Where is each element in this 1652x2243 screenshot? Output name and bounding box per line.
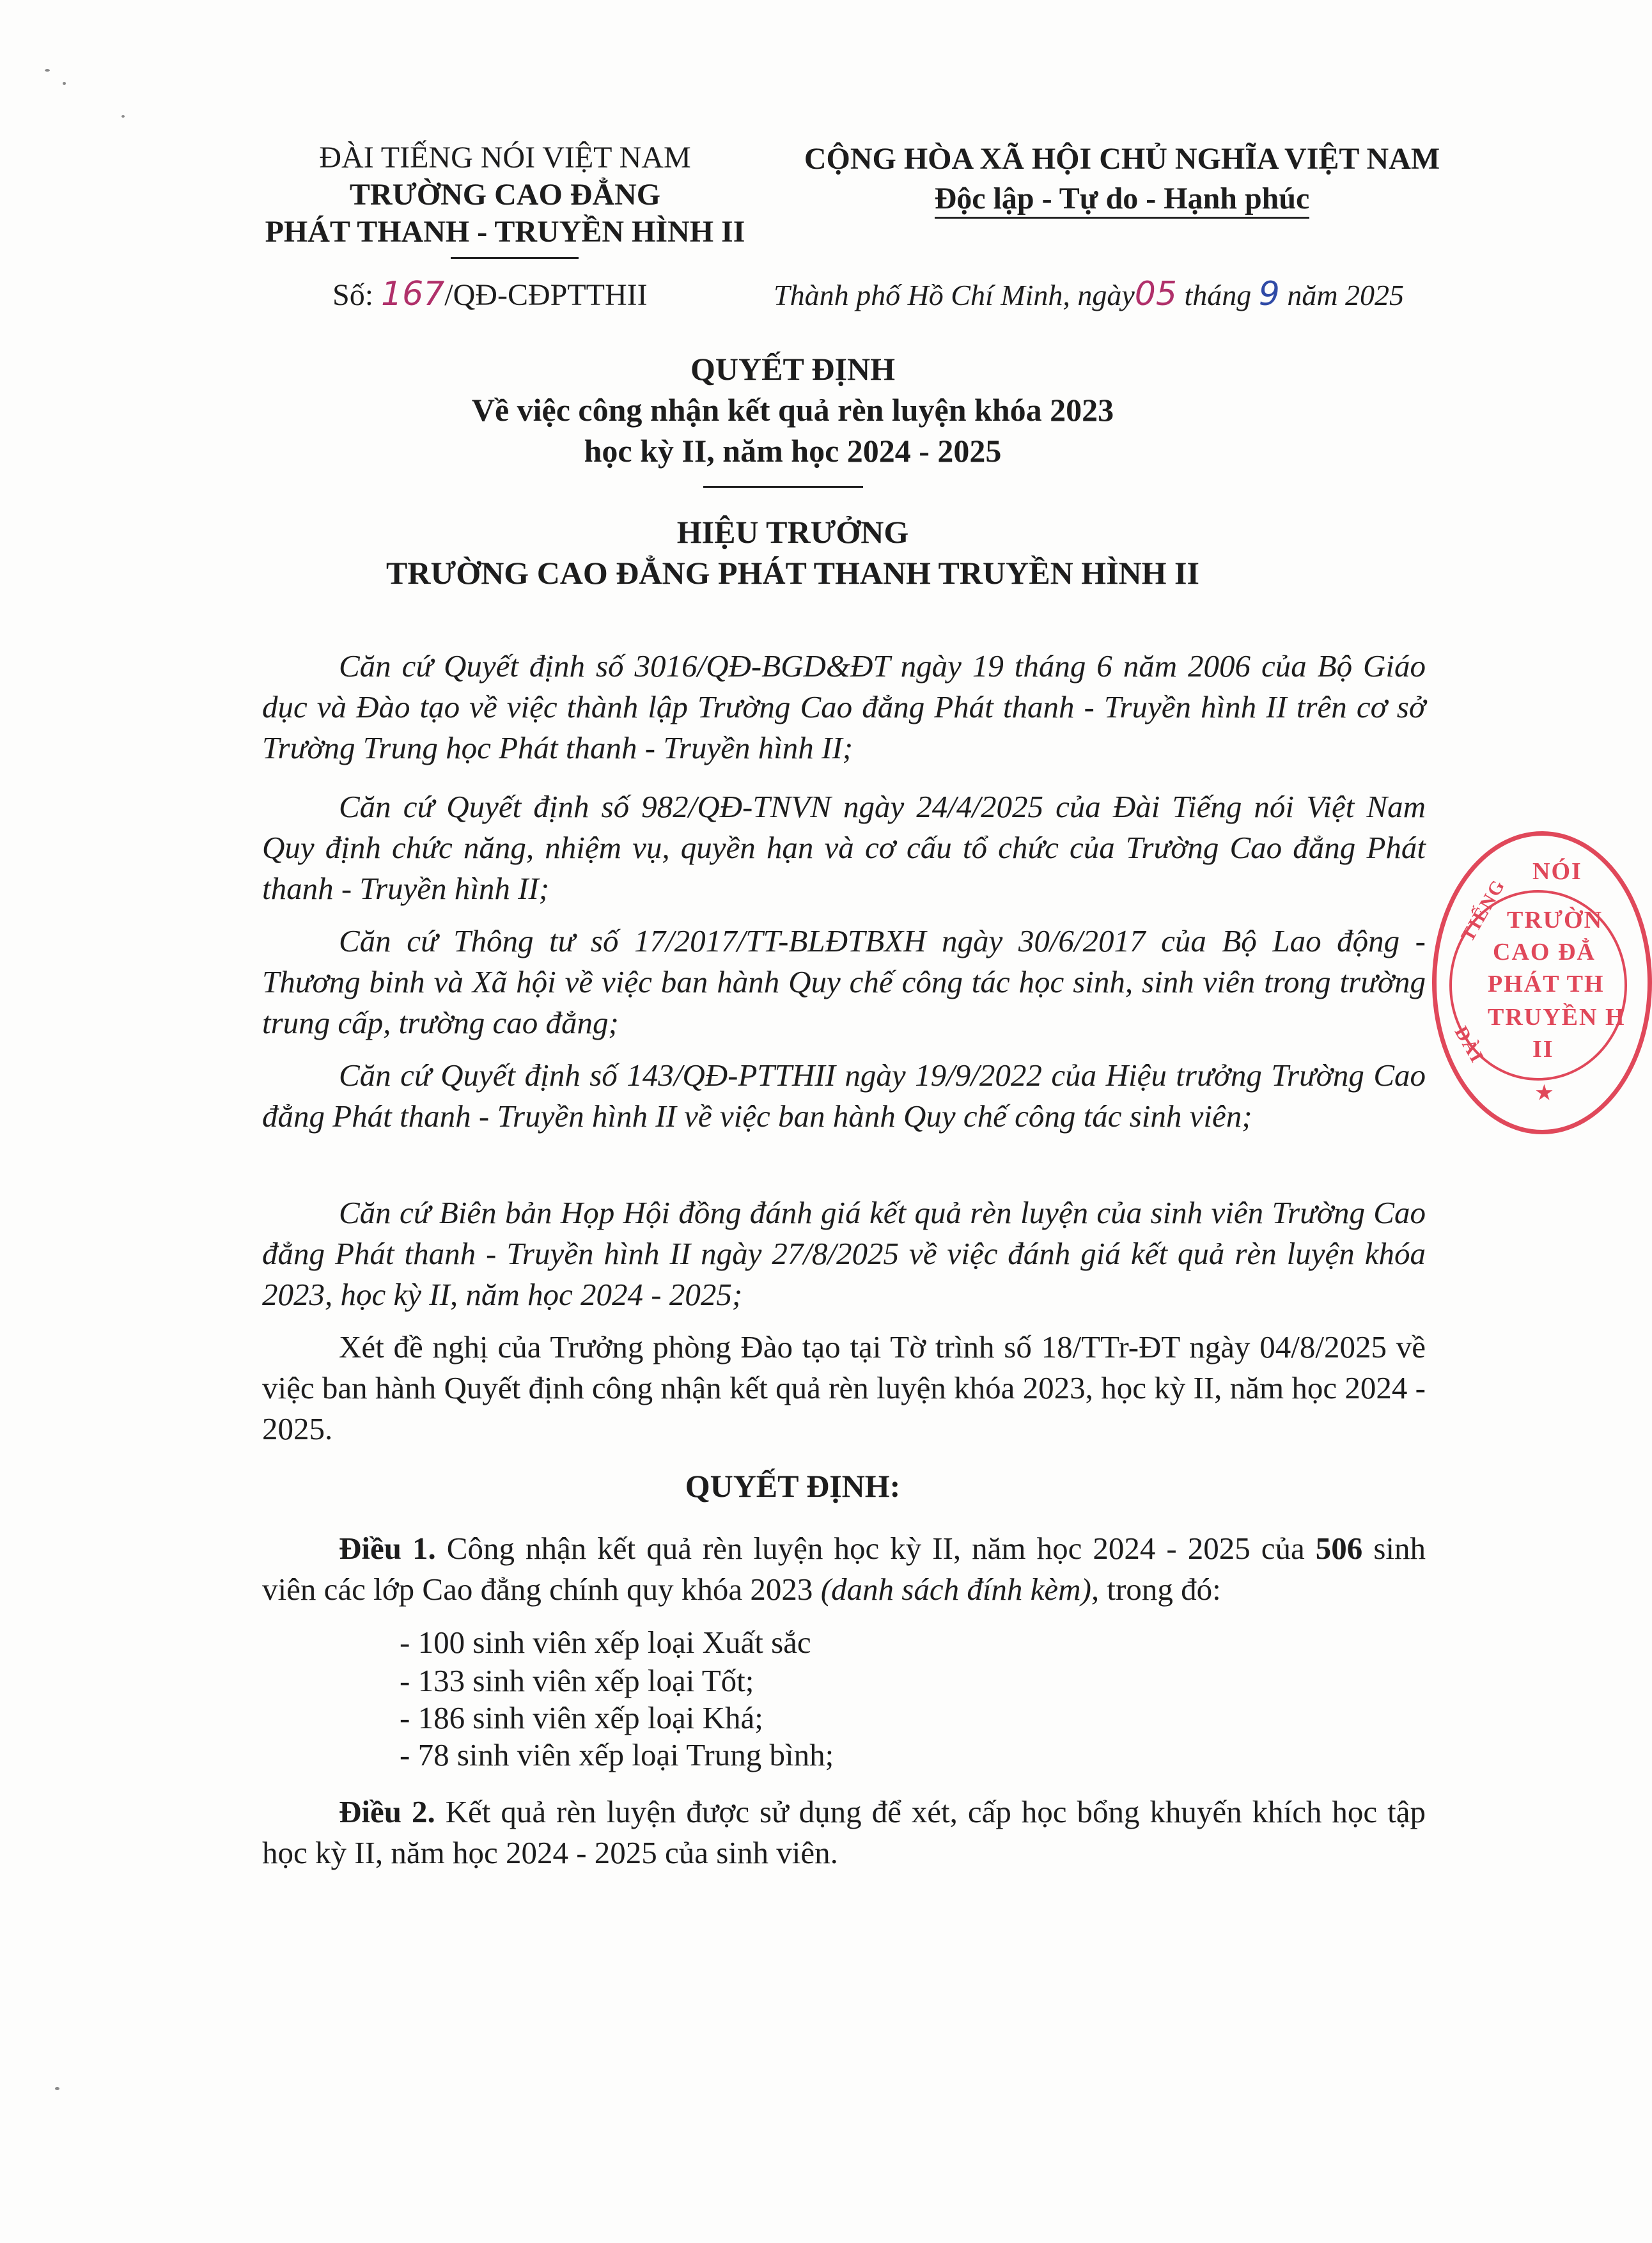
article-2-label: Điều 2. (339, 1794, 435, 1829)
article-1-label: Điều 1. (339, 1531, 436, 1566)
basis-4: Căn cứ Quyết định số 143/QĐ-PTTHII ngày 19/9/2022 của Hiệu trưởng Trường Cao đẳng Phát thanh - Truyền hình II về việc ban hành Quy chế công tác sinh viên; (262, 1058, 1426, 1134)
article-1-text-c: trong đó: (1099, 1572, 1221, 1607)
scan-speck (63, 82, 66, 85)
seal-text: TRƯỜN (1507, 907, 1603, 934)
scan-speck (55, 2087, 59, 2090)
title-line-1: QUYẾT ĐỊNH (690, 351, 895, 387)
document-number (332, 275, 648, 313)
article-1-text-a: Công nhận kết quả rèn luyện học kỳ II, năm học 2024 - 2025 của (435, 1531, 1316, 1566)
article-1-attachment-note: (danh sách đính kèm), (820, 1572, 1100, 1607)
basis-3: Căn cứ Thông tư số 17/2017/TT-BLĐTBXH ngày 30/6/2017 của Bộ Lao động - Thương binh và Xã hội về việc ban hành Quy chế công tác học sinh, sinh viên trong trường trung cấp, trường cao đẳng; (262, 923, 1426, 1040)
seal-text: CAO ĐẲ (1493, 939, 1596, 965)
org-line-1: ĐÀI TIẾNG NÓI VIỆT NAM (319, 141, 691, 175)
authority-line-2: TRƯỜNG CAO ĐẲNG PHÁT THANH TRUYỀN HÌNH II (386, 555, 1199, 591)
date-month-label: tháng (1184, 279, 1252, 311)
basis-1: Căn cứ Quyết định số 3016/QĐ-BGD&ĐT ngày 19 tháng 6 năm 2006 của Bộ Giáo dục và Đào tạo về việc thành lập Trường Cao đẳng Phát thanh - Truyền hình II trên cơ sở Trường Trung học Phát thanh - Truyền hình II; (262, 648, 1426, 765)
document-date (774, 275, 1404, 313)
official-seal (1432, 831, 1652, 1134)
title-line-2: Về việc công nhận kết quả rèn luyện khóa 2023 (471, 392, 1114, 428)
seal-star-icon: ★ (1536, 1082, 1554, 1104)
number-suffix: /QĐ-CĐPTTHII (444, 278, 648, 312)
date-prefix: Thành phố Hồ Chí Minh, ngày (774, 279, 1135, 311)
basis-2: Căn cứ Quyết định số 982/QĐ-TNVN ngày 24/4/2025 của Đài Tiếng nói Việt Nam Quy định chức năng, nhiệm vụ, quyền hạn và cơ cấu tổ chức của Trường Cao đẳng Phát thanh - Truyền hình II; (262, 789, 1426, 906)
national-motto: Độc lập - Tự do - Hạnh phúc (935, 182, 1310, 219)
number-prefix: Số: (332, 278, 374, 312)
org-underline (451, 257, 579, 259)
list-item: - 78 sinh viên xếp loại Trung bình; (400, 1737, 834, 1772)
seal-text: TIẾNG (1456, 875, 1509, 946)
national-header (754, 139, 1490, 219)
seal-text: PHÁT TH (1488, 971, 1605, 997)
decision-title (256, 348, 1330, 471)
seal-text: NÓI (1532, 858, 1582, 885)
title-line-3: học kỳ II, năm học 2024 - 2025 (584, 433, 1002, 469)
decision-heading: QUYẾT ĐỊNH: (685, 1468, 901, 1504)
seal-text: TRUYỀN H (1488, 1004, 1626, 1031)
handwritten-month: 9 (1258, 275, 1280, 313)
seal-text: ĐÀI (1450, 1022, 1488, 1067)
org-line-2: TRƯỜNG CAO ĐẲNG (349, 178, 661, 212)
title-underline (703, 486, 863, 488)
article-1 (262, 1528, 1426, 1610)
basis-5: Căn cứ Biên bản Họp Hội đồng đánh giá kết quả rèn luyện của sinh viên Trường Cao đẳng Phát thanh - Truyền hình II ngày 27/8/2025 về việc đánh giá kết quả rèn luyện khóa 2023, học kỳ II, năm học 2024 - 2025; (262, 1195, 1426, 1312)
article-2-text: Kết quả rèn luyện được sử dụng để xét, cấp học bổng khuyến khích học tập học kỳ II, năm học 2024 - 2025 của sinh viên. (262, 1794, 1426, 1870)
authority-line-1: HIỆU TRƯỞNG (676, 514, 909, 550)
date-year: năm 2025 (1287, 279, 1405, 311)
student-count: 506 (1315, 1531, 1363, 1566)
handwritten-number: 167 (381, 275, 445, 313)
authority (256, 512, 1330, 593)
list-item: - 133 sinh viên xếp loại Tốt; (400, 1663, 754, 1698)
list-item: - 100 sinh viên xếp loại Xuất sắc (400, 1625, 811, 1660)
list-item: - 186 sinh viên xếp loại Khá; (400, 1700, 763, 1735)
org-line-3: PHÁT THANH - TRUYỀN HÌNH II (265, 215, 745, 249)
proposal-paragraph: Xét đề nghị của Trưởng phòng Đào tạo tại Tờ trình số 18/TTr-ĐT ngày 04/8/2025 về việc ban hành Quyết định công nhận kết quả rèn luyện khóa 2023, học kỳ II, năm học 2024 - 2025. (262, 1329, 1426, 1446)
issuing-organization (224, 139, 786, 251)
seal-text: II (1532, 1036, 1554, 1063)
handwritten-day: 05 (1134, 275, 1177, 313)
scan-speck (121, 115, 125, 118)
country-name: CỘNG HÒA XÃ HỘI CHỦ NGHĨA VIỆT NAM (804, 142, 1440, 176)
scan-speck (45, 69, 50, 72)
article-2 (262, 1792, 1426, 1873)
article-1-text-b: sinh viên các lớp Cao đẳng chính quy khóa 2023 (262, 1531, 1426, 1607)
